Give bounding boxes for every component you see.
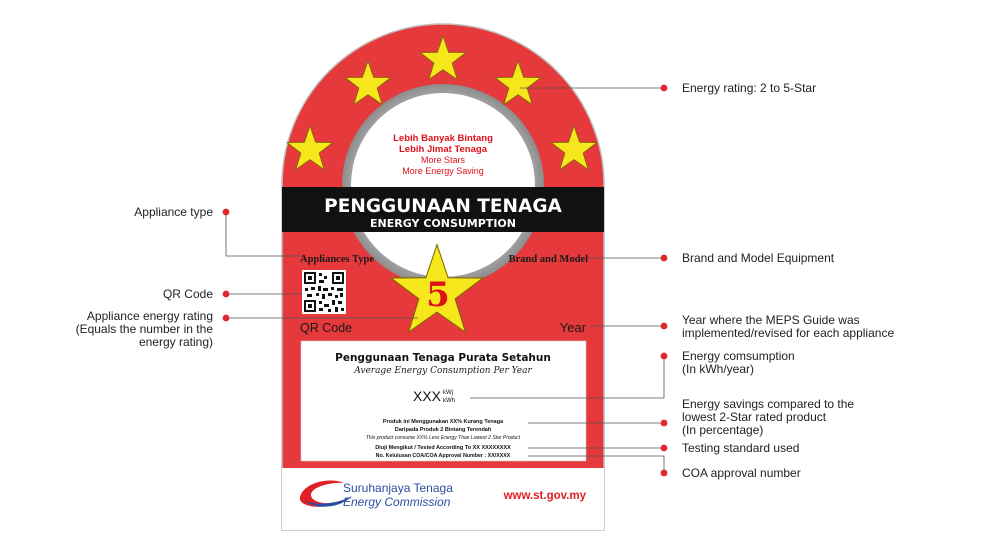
consumption-unit-top: kWj: [443, 390, 453, 396]
inner-arch-face: [351, 93, 535, 277]
dot-energy-consumption: [661, 353, 668, 360]
dot-energy-savings: [661, 420, 668, 427]
callout-energy-consumption-2: (In kWh/year): [682, 362, 755, 376]
banner-subtitle: ENERGY CONSUMPTION: [370, 217, 516, 230]
consumption-title: Penggunaan Tenaga Purata Setahun: [335, 352, 551, 364]
callout-appliance-rating-3: energy rating): [138, 335, 213, 349]
callout-energy-consumption-1: Energy comsumption: [682, 349, 795, 363]
callout-coa-number: COA approval number: [682, 466, 801, 480]
dot-testing-standard: [661, 445, 668, 452]
consumption-value: XXX: [412, 388, 441, 404]
agency-name-ms: Suruhanjaya Tenaga: [343, 481, 453, 495]
savings-text-ms-2: Daripada Produk 2 Bintang Terendah: [394, 427, 492, 433]
motto-line-4: More Energy Saving: [402, 166, 484, 176]
dot-qr-code: [223, 291, 230, 298]
savings-text-en: This product consume XX% Less Energy Than Lowest 2 Star Product: [365, 435, 521, 441]
dot-meps-year: [661, 323, 668, 330]
star-rating-number: 5: [426, 275, 450, 315]
callout-appliance-type: Appliance type: [134, 205, 213, 219]
consumption-subtitle: Average Energy Consumption Per Year: [354, 366, 532, 376]
motto-line-2: Lebih Jimat Tenaga: [399, 144, 487, 155]
callout-appliance-rating-2: (Equals the number in the: [75, 322, 213, 336]
consumption-unit-bottom: kWh: [443, 398, 455, 404]
callout-energy-savings-3: (In percentage): [682, 423, 764, 437]
motto-line-3: More Stars: [420, 155, 466, 165]
brand-model-label: Brand and Model: [508, 254, 588, 265]
motto-line-1: Lebih Banyak Bintang: [393, 133, 493, 144]
callout-qr-code: QR Code: [162, 287, 213, 301]
callout-meps-year-2: implemented/revised for each appliance: [682, 326, 895, 340]
dot-energy-rating: [661, 85, 668, 92]
dot-appliance-rating: [223, 315, 230, 322]
year-label: Year: [559, 320, 586, 335]
energy-label: [282, 24, 604, 530]
qr-code-label: QR Code: [300, 321, 353, 335]
callout-appliance-rating-1: Appliance energy rating: [86, 309, 213, 323]
appliances-type-label: Appliances Type: [300, 254, 375, 265]
dot-brand-model: [661, 255, 668, 262]
callout-meps-year-1: Year where the MEPS Guide was: [682, 313, 860, 327]
dot-appliance-type: [223, 209, 230, 216]
dot-coa-number: [661, 470, 668, 477]
savings-text-ms-1: Produk ini Menggunakan XX% Kurang Tenaga: [382, 419, 504, 425]
callout-energy-savings-2: lowest 2-Star rated product: [682, 410, 827, 424]
tested-according-text: Diuji Mengikut / Tested According To XX XXXXXXXX: [375, 445, 511, 451]
coa-number-text: No. Kelulusan COA/COA Approval Number : XX/XXXX: [375, 453, 511, 459]
banner-title: PENGGUNAAN TENAGA: [324, 196, 562, 217]
qr-code: [302, 270, 346, 314]
callout-brand-model: Brand and Model Equipment: [682, 251, 835, 265]
callout-energy-rating: Energy rating: 2 to 5-Star: [682, 81, 817, 95]
callout-testing-standard: Testing standard used: [682, 441, 800, 455]
agency-name-en: Energy Commission: [343, 495, 451, 509]
callout-energy-savings-1: Energy savings compared to the: [682, 397, 855, 411]
website-url: www.st.gov.my: [503, 490, 586, 502]
